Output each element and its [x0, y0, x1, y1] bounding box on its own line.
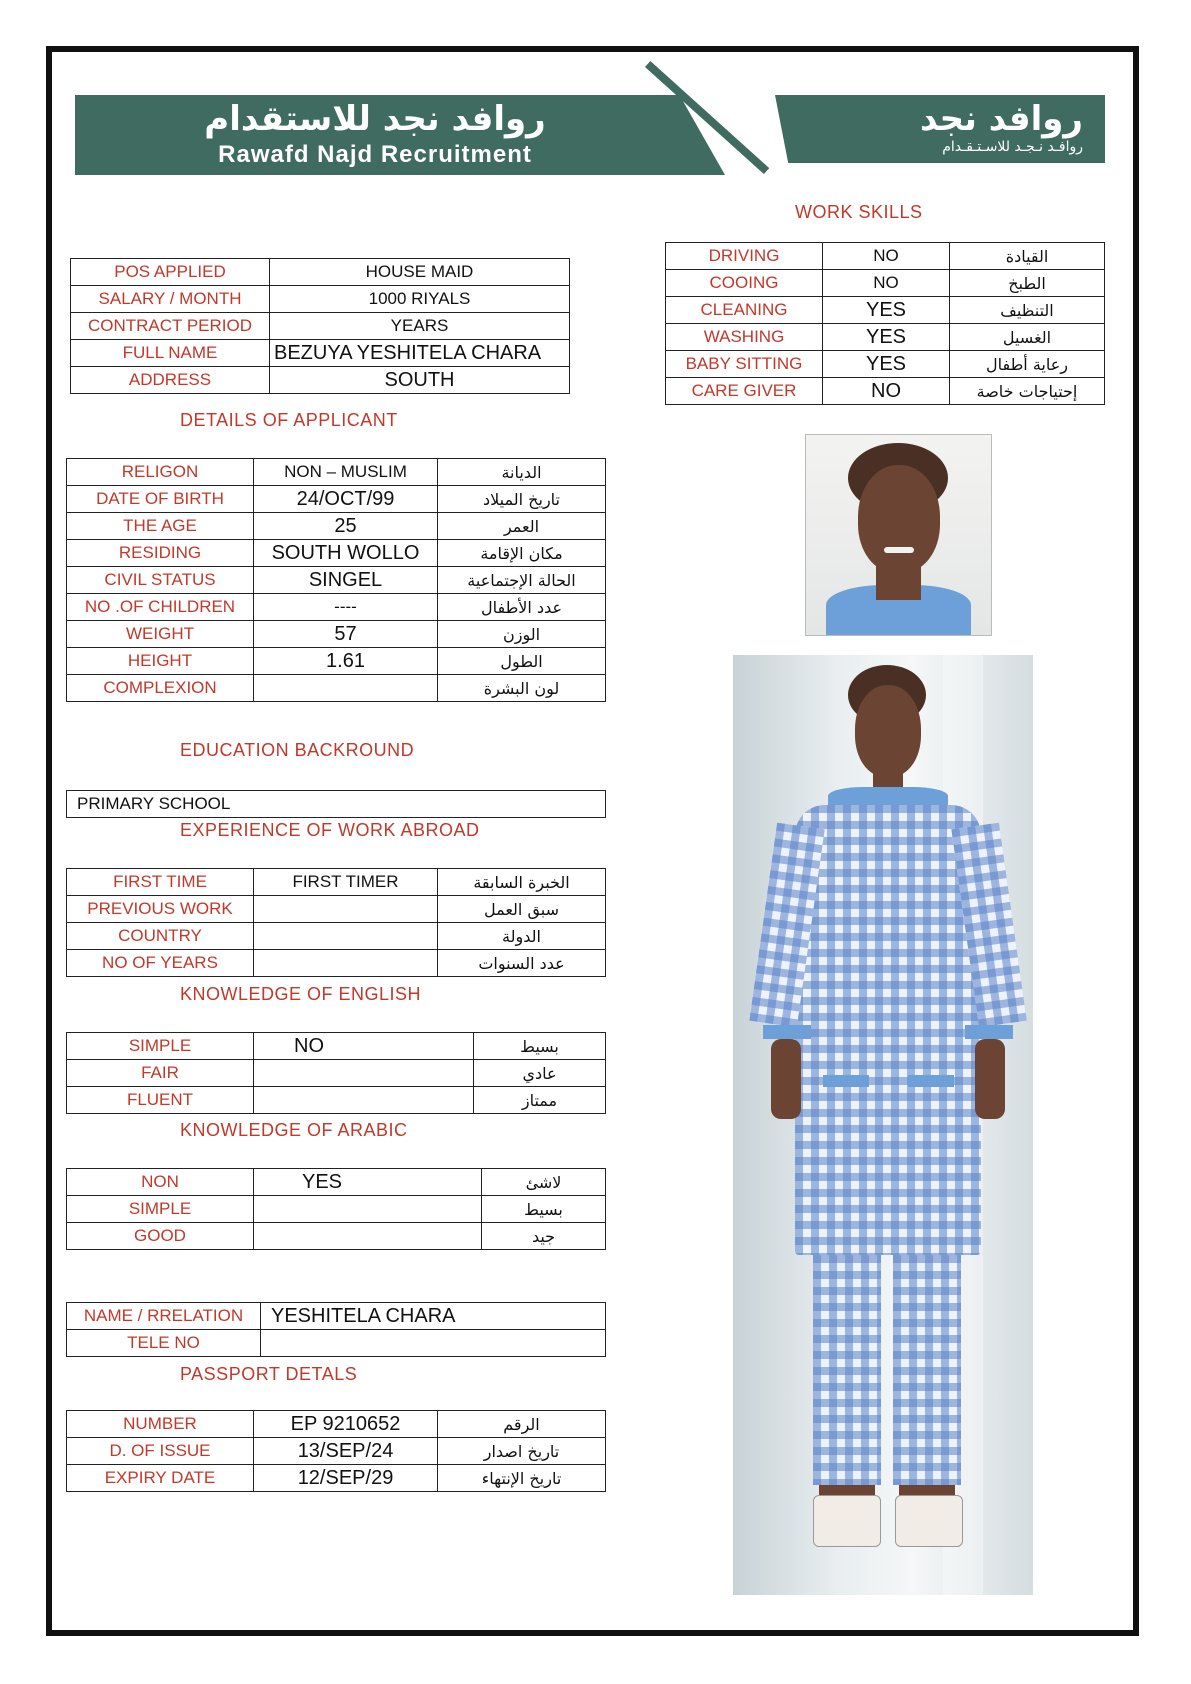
row-label: CONTRACT PERIOD [71, 313, 270, 340]
photo-left-hand [771, 1039, 801, 1119]
row-value: EP 9210652 [254, 1411, 438, 1438]
row-value: 57 [254, 621, 438, 648]
row-label: DATE OF BIRTH [67, 486, 254, 513]
table-row [666, 351, 1105, 378]
row-label-arabic: الديانة [438, 459, 606, 486]
table-row [67, 1087, 606, 1114]
row-value [254, 896, 438, 923]
row-value: 1000 RIYALS [270, 286, 570, 313]
row-label: SIMPLE [67, 1033, 254, 1060]
photo-right-pocket [908, 1075, 954, 1087]
table-row [666, 378, 1105, 405]
row-label: NO .OF CHILDREN [67, 594, 254, 621]
table-row [67, 1223, 606, 1250]
row-label: NON [67, 1169, 254, 1196]
row-value: NO [823, 270, 950, 297]
photo-left-slipper [813, 1495, 881, 1547]
table-row [67, 1411, 606, 1438]
table-row [67, 567, 606, 594]
experience-table [66, 868, 606, 977]
row-label-arabic: لون البشرة [438, 675, 606, 702]
table-row [67, 459, 606, 486]
table-row [67, 1330, 606, 1357]
english-table [66, 1032, 606, 1114]
row-value: FIRST TIMER [254, 869, 438, 896]
table-row [67, 791, 606, 818]
row-label: SIMPLE [67, 1196, 254, 1223]
table-row [67, 1196, 606, 1223]
row-label-arabic: الحالة الإجتماعية [438, 567, 606, 594]
table-row [67, 1438, 606, 1465]
education-table [66, 790, 606, 818]
row-label-arabic: مكان الإقامة [438, 540, 606, 567]
table-row [666, 297, 1105, 324]
row-value: 13/SEP/24 [254, 1438, 438, 1465]
row-value: HOUSE MAID [270, 259, 570, 286]
row-value: NO [823, 243, 950, 270]
row-value [254, 1060, 474, 1087]
table-row [67, 486, 606, 513]
photo-left-pocket [823, 1075, 869, 1087]
row-label: NUMBER [67, 1411, 254, 1438]
row-label: CLEANING [666, 297, 823, 324]
row-label-arabic: التنظيف [950, 297, 1105, 324]
row-label-arabic: بسيط [482, 1196, 606, 1223]
photo-left-cuff [763, 1025, 811, 1039]
row-label-arabic: رعاية أطفال [950, 351, 1105, 378]
row-label-arabic: القيادة [950, 243, 1105, 270]
row-label-arabic: الغسيل [950, 324, 1105, 351]
table-row [71, 259, 570, 286]
address-value: SOUTH [270, 367, 570, 394]
full-name-value: BEZUYA YESHITELA CHARA [270, 340, 570, 367]
row-label-arabic: سبق العمل [438, 896, 606, 923]
row-label-arabic: العمر [438, 513, 606, 540]
row-label: RESIDING [67, 540, 254, 567]
photo-tunic [795, 805, 981, 1255]
row-value: NO [254, 1033, 474, 1060]
row-value: 24/OCT/99 [254, 486, 438, 513]
brand-name-english: Rawafd Najd Recruitment [218, 141, 532, 168]
brand-name-arabic: روافد نجد للاستقدام [204, 99, 546, 139]
table-row [666, 243, 1105, 270]
row-value [254, 1196, 482, 1223]
row-value [254, 1087, 474, 1114]
photo-right-hand [975, 1039, 1005, 1119]
table-row [67, 869, 606, 896]
work-skills-title: WORK SKILLS [795, 202, 923, 222]
row-label: EXPIRY DATE [67, 1465, 254, 1492]
row-value [254, 923, 438, 950]
table-row [71, 340, 570, 367]
table-row [67, 1303, 606, 1330]
education-section-title: EDUCATION BACKROUND [180, 740, 415, 760]
row-label: FAIR [67, 1060, 254, 1087]
table-row [71, 367, 570, 394]
row-value [261, 1330, 606, 1357]
photo-right-slipper [895, 1495, 963, 1547]
row-value: NON – MUSLIM [254, 459, 438, 486]
table-row [67, 621, 606, 648]
row-label: THE AGE [67, 513, 254, 540]
row-value: YES [823, 324, 950, 351]
photo-right-trouser [893, 1255, 961, 1485]
row-label-arabic: عادي [474, 1060, 606, 1087]
row-value: YESHITELA CHARA [261, 1303, 606, 1330]
applicant-section-title: DETAILS OF APPLICANT [180, 410, 398, 430]
row-label: GOOD [67, 1223, 254, 1250]
photo-face [858, 465, 940, 573]
row-label: HEIGHT [67, 648, 254, 675]
table-row [67, 594, 606, 621]
row-label-arabic: تاريخ الإنتهاء [438, 1465, 606, 1492]
table-row [71, 286, 570, 313]
row-label-arabic: تاريخ اصدار [438, 1438, 606, 1465]
row-label-arabic: ممتاز [474, 1087, 606, 1114]
row-value: YEARS [270, 313, 570, 340]
table-row [67, 923, 606, 950]
row-label-arabic: بسيط [474, 1033, 606, 1060]
arabic-section-title: KNOWLEDGE OF ARABIC [180, 1120, 408, 1140]
row-value: SOUTH WOLLO [254, 540, 438, 567]
row-label: COOING [666, 270, 823, 297]
row-value: 25 [254, 513, 438, 540]
table-row [67, 540, 606, 567]
photo-left-trouser [813, 1255, 881, 1485]
photo-face [855, 685, 921, 777]
row-label: POS APPLIED [71, 259, 270, 286]
work-skills-table [665, 242, 1105, 405]
table-row [67, 513, 606, 540]
row-label: D. OF ISSUE [67, 1438, 254, 1465]
row-value [254, 950, 438, 977]
applicant-table [66, 458, 606, 702]
row-label: NAME / RRELATION [67, 1303, 261, 1330]
table-row [71, 313, 570, 340]
row-label-arabic: إحتياجات خاصة [950, 378, 1105, 405]
row-label-arabic: الرقم [438, 1411, 606, 1438]
education-value: PRIMARY SCHOOL [67, 791, 606, 818]
row-label: NO OF YEARS [67, 950, 254, 977]
header-banner [75, 95, 1105, 175]
table-row [67, 1033, 606, 1060]
row-label-arabic: الطول [438, 648, 606, 675]
row-label-arabic: الخبرة السابقة [438, 869, 606, 896]
table-row [67, 1169, 606, 1196]
row-value [254, 1223, 482, 1250]
row-value: 12/SEP/29 [254, 1465, 438, 1492]
row-label: COUNTRY [67, 923, 254, 950]
row-label: TELE NO [67, 1330, 261, 1357]
portrait-photo [805, 434, 992, 636]
table-row [67, 950, 606, 977]
row-value [254, 675, 438, 702]
table-row [666, 324, 1105, 351]
row-label: DRIVING [666, 243, 823, 270]
row-value: SINGEL [254, 567, 438, 594]
row-value: 1.61 [254, 648, 438, 675]
passport-section-title: PASSPORT DETALS [180, 1364, 358, 1384]
row-label: BABY SITTING [666, 351, 823, 378]
photo-right-cuff [965, 1025, 1013, 1039]
row-label-arabic: لاشئ [482, 1169, 606, 1196]
table-row [67, 896, 606, 923]
row-label: ADDRESS [71, 367, 270, 394]
row-label-arabic: تاريخ الميلاد [438, 486, 606, 513]
row-label-arabic: جيد [482, 1223, 606, 1250]
row-label-arabic: عدد السنوات [438, 950, 606, 977]
row-label: SALARY / MONTH [71, 286, 270, 313]
row-value: YES [254, 1169, 482, 1196]
table-row [67, 648, 606, 675]
photo-smile [884, 547, 914, 553]
row-label-arabic: الطبخ [950, 270, 1105, 297]
relation-table [66, 1302, 606, 1357]
english-section-title: KNOWLEDGE OF ENGLISH [180, 984, 422, 1004]
company-logo: روافد نجد [919, 99, 1083, 139]
arabic-table [66, 1168, 606, 1250]
row-label: FIRST TIME [67, 869, 254, 896]
row-label: FULL NAME [71, 340, 270, 367]
company-logo-subtitle: روافـد نـجـد للاسـتـقـدام [942, 139, 1083, 155]
row-label: FLUENT [67, 1087, 254, 1114]
row-value: NO [823, 378, 950, 405]
table-row [67, 1465, 606, 1492]
row-value: YES [823, 297, 950, 324]
row-label: PREVIOUS WORK [67, 896, 254, 923]
row-label: CARE GIVER [666, 378, 823, 405]
table-row [67, 1060, 606, 1087]
row-label: RELIGON [67, 459, 254, 486]
row-label-arabic: الوزن [438, 621, 606, 648]
experience-section-title: EXPERIENCE OF WORK ABROAD [180, 820, 480, 840]
table-row [67, 675, 606, 702]
row-label: CIVIL STATUS [67, 567, 254, 594]
row-label-arabic: عدد الأطفال [438, 594, 606, 621]
row-label-arabic: الدولة [438, 923, 606, 950]
passport-table [66, 1410, 606, 1492]
row-label: WEIGHT [67, 621, 254, 648]
position-table [70, 258, 570, 394]
row-label: WASHING [666, 324, 823, 351]
table-row [666, 270, 1105, 297]
row-label: COMPLEXION [67, 675, 254, 702]
row-value: ---- [254, 594, 438, 621]
row-value: YES [823, 351, 950, 378]
full-body-photo [733, 655, 1033, 1595]
